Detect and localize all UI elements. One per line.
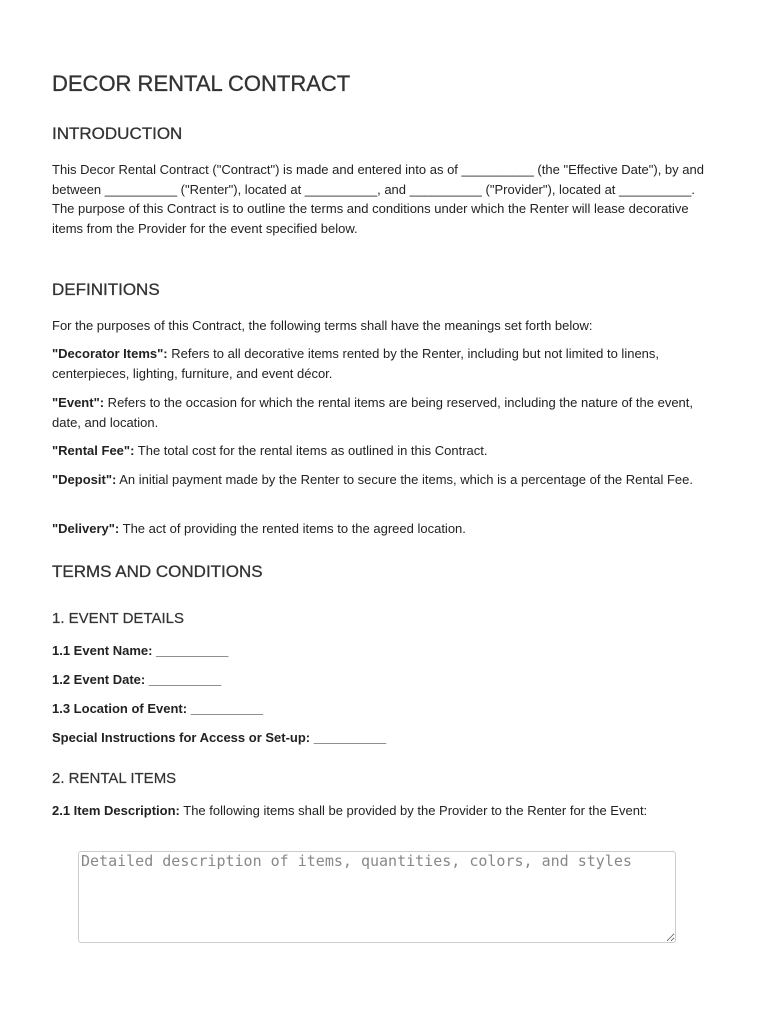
definition-text: The total cost for the rental items as outlined in this Contract.	[134, 443, 488, 458]
terms-heading: TERMS AND CONDITIONS	[52, 562, 263, 581]
intro-heading: INTRODUCTION	[52, 124, 183, 143]
field-label: 1.1 Event Name: __________	[52, 643, 229, 658]
field-label: 1.3 Location of Event: __________	[52, 701, 263, 716]
definition-text: An initial payment made by the Renter to secure the items, which is a percentage of the Rental Fee.	[116, 472, 693, 487]
definition-term: "Deposit":	[52, 472, 117, 487]
definition-item	[52, 470, 718, 490]
event-date-field	[52, 670, 718, 690]
rental-items-heading: 2. RENTAL ITEMS	[52, 770, 177, 787]
event-location-field	[52, 699, 718, 719]
definition-term: "Decorator Items":	[52, 346, 168, 361]
definitions-heading: DEFINITIONS	[52, 280, 160, 299]
definition-text: Refers to all decorative items rented by the Renter, including but not limited to linens, centerpieces, lighting, furniture, and event décor.	[52, 346, 660, 381]
event-details-heading: 1. EVENT DETAILS	[52, 610, 184, 627]
definition-text: Refers to the occasion for which the rental items are being reserved, including the nature of the event, date, and location.	[52, 395, 694, 430]
definition-text: The act of providing the rented items to the agreed location.	[119, 521, 466, 536]
event-name-field	[52, 641, 718, 661]
definitions-lead: For the purposes of this Contract, the following terms shall have the meanings set forth below:	[52, 318, 593, 333]
item-description-textarea[interactable]	[78, 851, 676, 943]
definition-item	[52, 519, 718, 539]
field-label: 1.2 Event Date: __________	[52, 672, 222, 687]
definition-term: "Event":	[52, 395, 105, 410]
field-label: Special Instructions for Access or Set-up: __________	[52, 730, 387, 745]
special-instructions-field	[52, 728, 718, 748]
definition-item	[52, 393, 718, 432]
definition-term: "Delivery":	[52, 521, 120, 536]
definition-term: "Rental Fee":	[52, 443, 135, 458]
document-title: DECOR RENTAL CONTRACT	[52, 71, 351, 96]
definition-item	[52, 441, 718, 461]
item-description	[52, 801, 718, 821]
item-description-label: 2.1 Item Description:	[52, 803, 180, 818]
item-description-text: The following items shall be provided by the Provider to the Renter for the Event:	[179, 803, 648, 818]
intro-paragraph: This Decor Rental Contract ("Contract") is made and entered into as of __________ (the "Effective Date"), by and between __________ ("Renter"), located at __________, and __________ ("Provider"), located at __________. The purpose of this Contract is to outline the terms and conditions under which the Renter will lease decorative items from the Provider for the event specified below.	[52, 162, 704, 236]
definition-item	[52, 344, 718, 383]
